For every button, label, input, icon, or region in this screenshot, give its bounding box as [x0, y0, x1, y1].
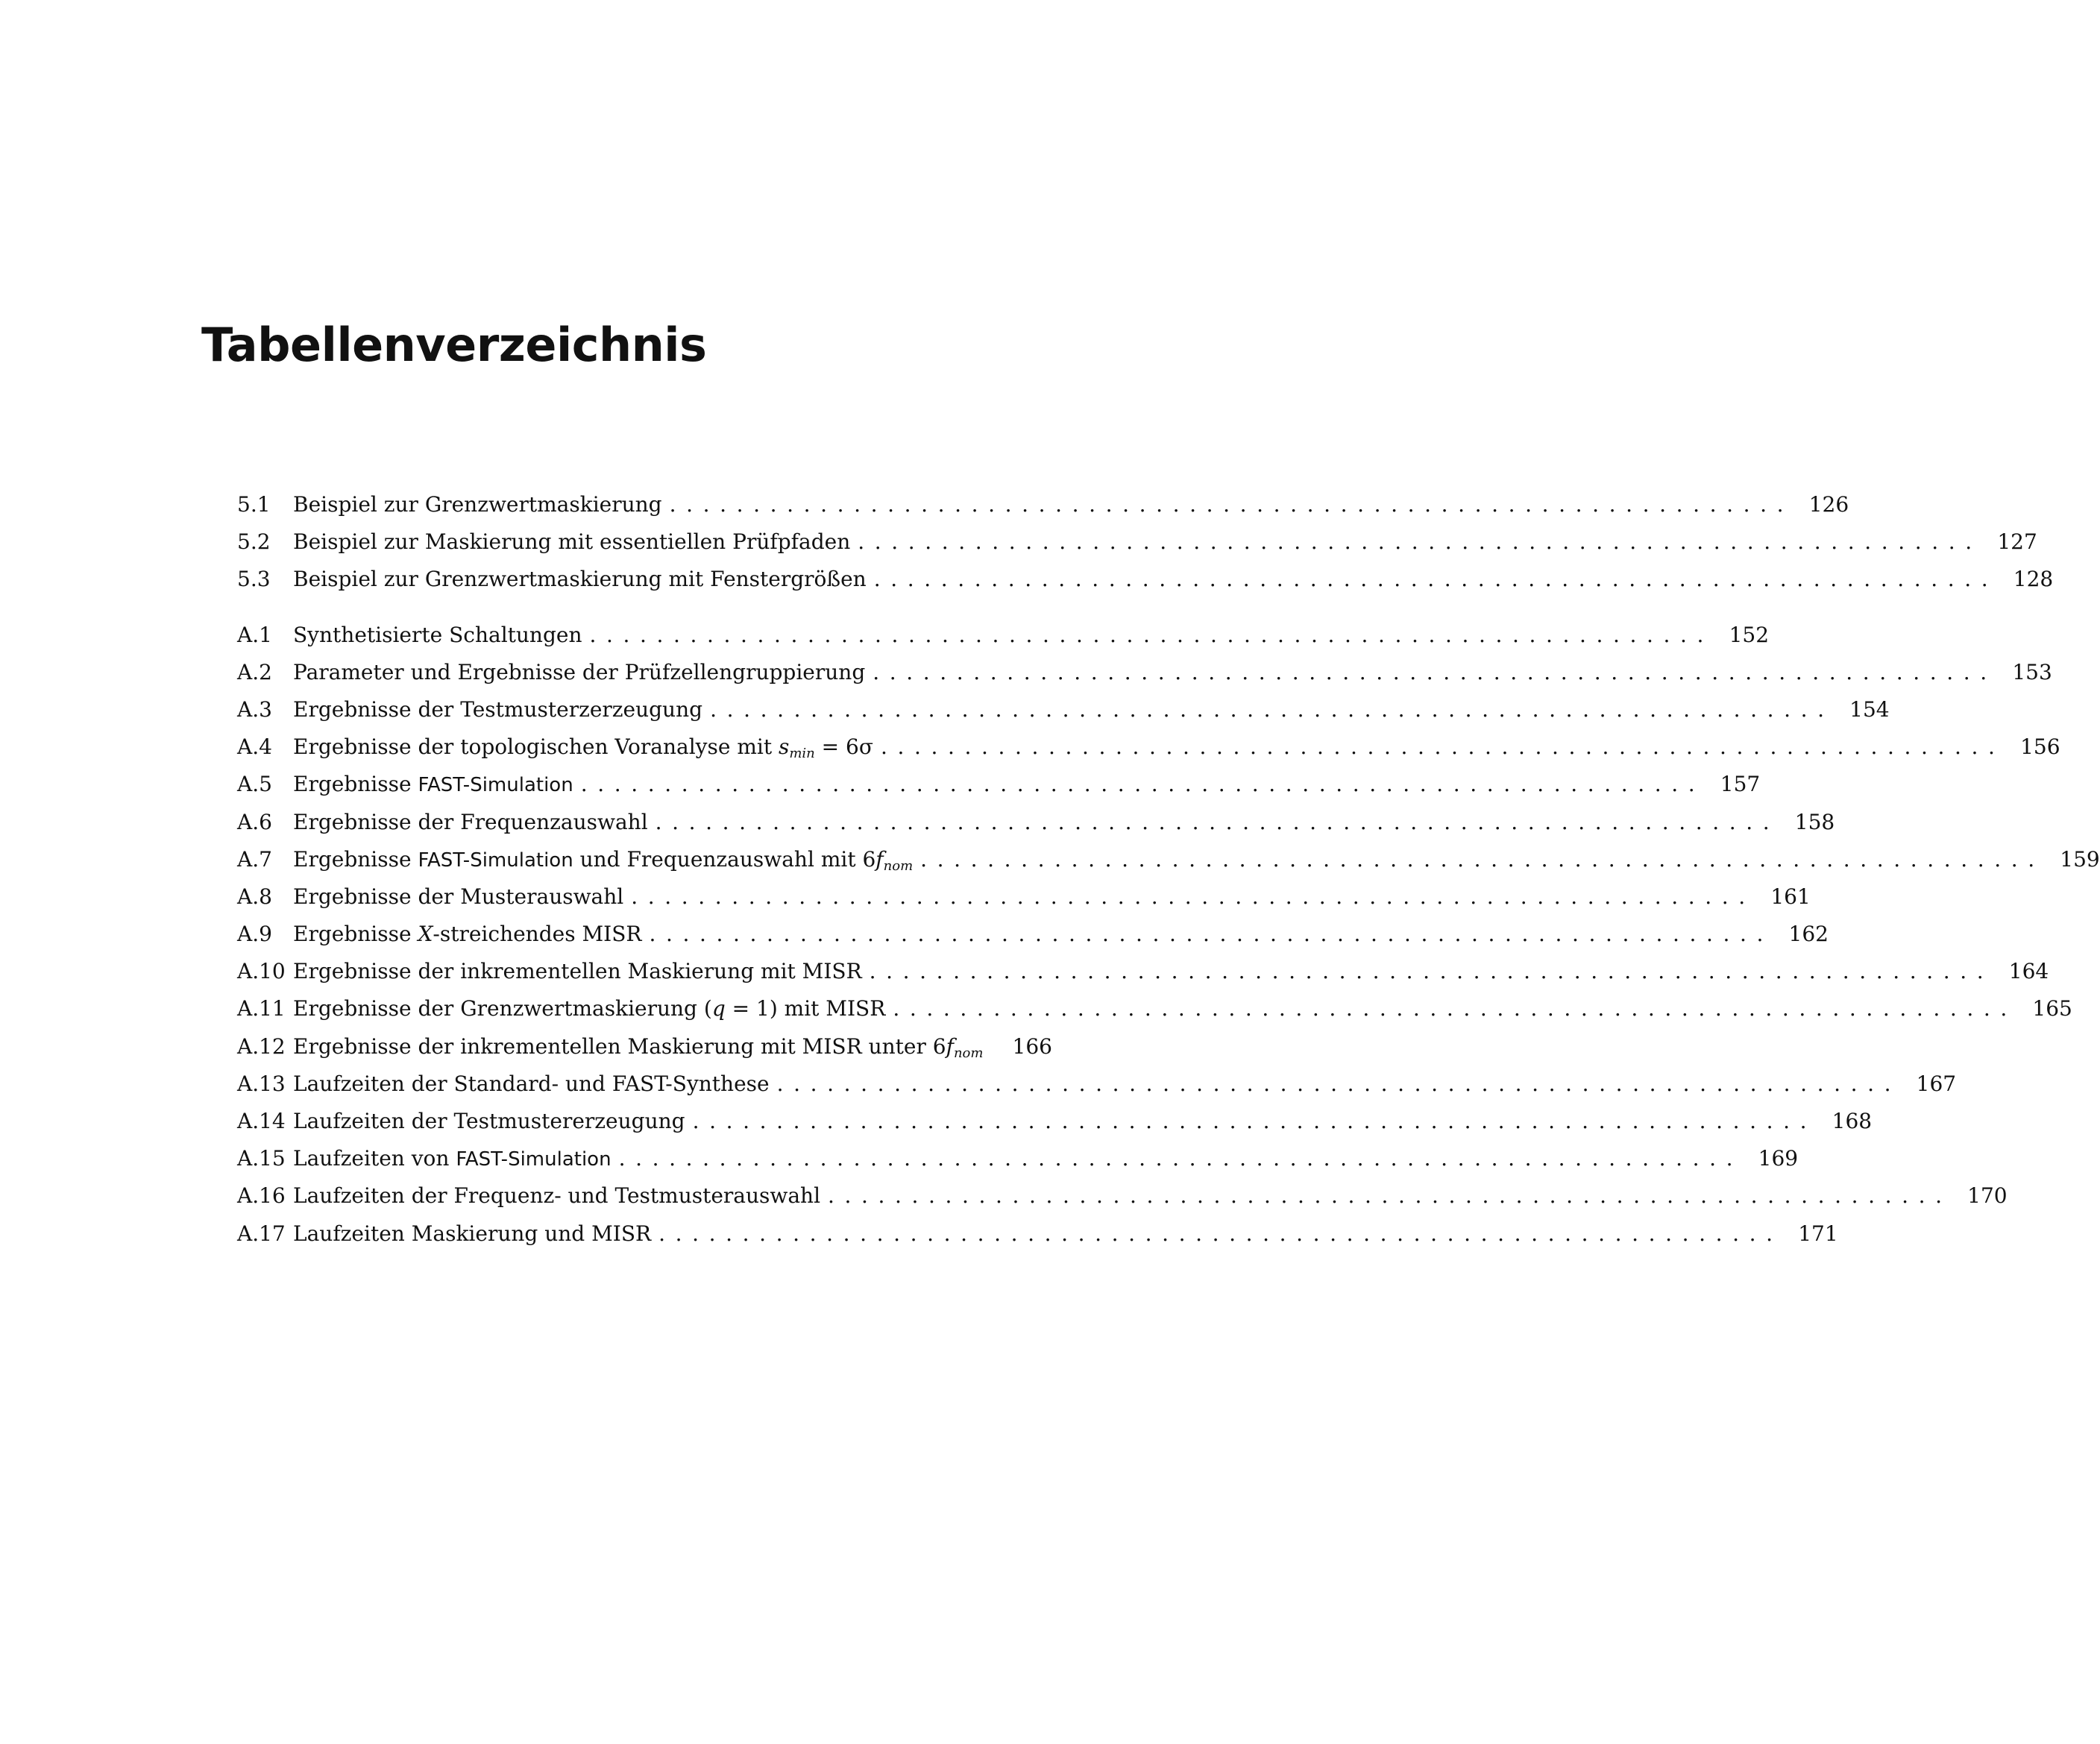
- entry-title-text: Ergebnisse der topologischen Voranalyse mit: [293, 734, 779, 760]
- entry-title: Beispiel zur Grenzwertmaskierung mit Fenstergrößen: [293, 567, 867, 592]
- entry-title: Beispiel zur Grenzwertmaskierung: [293, 492, 662, 517]
- entry-title-text: und Frequenzauswahl mit 6: [573, 846, 876, 872]
- entry-number: A.7: [237, 846, 272, 872]
- math-subscript: nom: [953, 1045, 984, 1061]
- toc-entry[interactable]: [237, 1177, 2008, 1215]
- entry-title-text: Laufzeiten von: [293, 1146, 456, 1171]
- dot-leader: ...................................................................: [710, 696, 1835, 722]
- dot-leader: ...................................................................: [589, 622, 1714, 647]
- entry-number: A.10: [237, 959, 286, 984]
- entry-number: A.1: [237, 622, 272, 647]
- entry-title-text: = 1) mit MISR: [725, 996, 886, 1021]
- dot-leader: ...................................................................: [920, 846, 2045, 872]
- entry-page: 159: [2060, 846, 2100, 872]
- toc-entry[interactable]: [237, 990, 2072, 1027]
- toc-entry[interactable]: [237, 1140, 1799, 1177]
- entry-page: 156: [2020, 734, 2060, 760]
- toc-entry[interactable]: [237, 523, 2037, 561]
- entry-title: Synthetisierte Schaltungen: [293, 622, 582, 647]
- tool-name: FAST-Simulation: [456, 1148, 612, 1171]
- entry-title-text: Ergebnisse der inkrementellen Maskierung mit MISR unter 6: [293, 1033, 946, 1059]
- toc-entry[interactable]: [237, 1065, 1957, 1103]
- entry-number: A.6: [237, 809, 272, 834]
- entry-page: 169: [1758, 1146, 1799, 1171]
- entry-page: 168: [1832, 1109, 1873, 1133]
- toc-entry[interactable]: [237, 1028, 1052, 1065]
- math-subscript: nom: [883, 857, 914, 874]
- dot-leader: ...................................................................: [631, 884, 1755, 909]
- entry-page: 152: [1729, 622, 1770, 647]
- toc-entry[interactable]: [237, 804, 1835, 841]
- dot-leader: ...................................................................: [893, 996, 2017, 1021]
- entry-title: Parameter und Ergebnisse der Prüfzellengruppierung: [293, 659, 866, 684]
- math-variable: f: [875, 846, 884, 872]
- toc-entry[interactable]: [237, 561, 2054, 598]
- dot-leader: ...................................................................: [649, 922, 1773, 947]
- entry-title: [293, 766, 573, 804]
- entry-title-text: Ergebnisse: [293, 846, 418, 872]
- entry-title: [293, 916, 641, 953]
- entry-number: A.9: [237, 922, 272, 947]
- entry-page: 171: [1798, 1221, 1838, 1246]
- entry-title: Beispiel zur Maskierung mit essentiellen Prüfpfaden: [293, 529, 851, 555]
- entry-number: 5.1: [237, 492, 271, 517]
- math-variable: s: [778, 734, 790, 760]
- math-variable: X: [418, 922, 433, 947]
- toc-entry[interactable]: [237, 691, 1890, 728]
- entry-page: 157: [1720, 772, 1761, 797]
- entry-page: 154: [1849, 696, 1890, 722]
- toc-group-appendix: [237, 617, 2100, 1253]
- toc-group-chapter-5: [237, 486, 2054, 599]
- entry-number: A.3: [237, 696, 272, 722]
- toc-entry[interactable]: [237, 617, 1770, 654]
- entry-title-text: Ergebnisse: [293, 772, 418, 797]
- entry-number: A.4: [237, 734, 272, 760]
- toc-entry[interactable]: [237, 766, 1761, 803]
- entry-number: A.2: [237, 659, 272, 684]
- entry-number: A.12: [237, 1033, 286, 1059]
- entry-title: Laufzeiten der Testmustererzeugung: [293, 1109, 685, 1133]
- entry-number: 5.2: [237, 529, 271, 555]
- dot-leader: ...................................................................: [658, 1221, 1783, 1246]
- math-variable: f: [946, 1033, 954, 1059]
- toc-entry[interactable]: [237, 728, 2060, 766]
- entry-title: Laufzeiten der Frequenz- und Testmusterauswahl: [293, 1183, 821, 1209]
- tool-name: FAST-Simulation: [418, 774, 573, 797]
- entry-number: A.11: [237, 996, 286, 1021]
- dot-leader: ...................................................................: [869, 959, 1994, 984]
- dot-leader: ...................................................................: [828, 1183, 1952, 1209]
- entry-page: 166: [1012, 1033, 1052, 1059]
- entry-title-text: Ergebnisse der Grenzwertmaskierung (: [293, 996, 712, 1021]
- table-of-tables: [237, 486, 2100, 1253]
- entry-number: A.14: [237, 1109, 286, 1133]
- entry-title: Ergebnisse der Testmusterzerzeugung: [293, 696, 703, 722]
- math-expression: = 6σ: [814, 734, 873, 760]
- entry-page: 167: [1916, 1071, 1957, 1096]
- entry-title: Laufzeiten Maskierung und MISR: [293, 1221, 652, 1246]
- entry-number: A.5: [237, 772, 272, 797]
- entry-title-text: -streichendes MISR: [433, 922, 642, 947]
- dot-leader: ...................................................................: [873, 567, 1999, 592]
- toc-entry[interactable]: [237, 841, 2100, 878]
- entry-number: A.8: [237, 884, 272, 909]
- dot-leader: ...................................................................: [880, 734, 2005, 760]
- dot-leader: ...................................................................: [873, 659, 1997, 684]
- tool-name: FAST-Simulation: [418, 849, 573, 872]
- toc-entry[interactable]: [237, 953, 2049, 990]
- entry-page: 162: [1788, 922, 1829, 947]
- math-subscript: min: [789, 746, 815, 762]
- dot-leader: ...................................................................: [858, 529, 1982, 555]
- math-variable: q: [711, 996, 726, 1021]
- dot-leader: ...................................................................: [580, 772, 1706, 797]
- entry-number: 5.3: [237, 567, 271, 592]
- entry-title: [293, 990, 885, 1027]
- dot-leader: ...................................................................: [692, 1109, 1817, 1133]
- entry-title: Ergebnisse der Frequenzauswahl: [293, 809, 648, 834]
- entry-number: A.15: [237, 1146, 286, 1171]
- dot-leader: ...................................................................: [618, 1146, 1744, 1171]
- entry-page: 153: [2012, 659, 2052, 684]
- toc-entry[interactable]: [237, 1215, 1838, 1253]
- dot-leader: ...................................................................: [776, 1071, 1902, 1096]
- entry-page: 170: [1967, 1183, 2008, 1209]
- toc-entry[interactable]: [237, 1103, 1873, 1140]
- dot-leader: ...................................................................: [655, 809, 1780, 834]
- entry-page: 127: [1997, 529, 2037, 555]
- toc-entry[interactable]: [237, 916, 1829, 953]
- entry-page: 161: [1770, 884, 1811, 909]
- entry-title-text: Ergebnisse: [293, 922, 418, 947]
- entry-page: 158: [1794, 809, 1835, 834]
- entry-title: Ergebnisse der inkrementellen Maskierung mit MISR: [293, 959, 862, 984]
- dot-leader: ...................................................................: [669, 492, 1794, 517]
- page-title: Tabellenverzeichnis: [201, 318, 707, 372]
- entry-number: A.13: [237, 1071, 286, 1096]
- entry-page: 165: [2032, 996, 2072, 1021]
- toc-entry[interactable]: [237, 486, 1849, 523]
- toc-entry[interactable]: [237, 878, 1811, 916]
- entry-page: 128: [2013, 567, 2054, 592]
- entry-title: Laufzeiten der Standard- und FAST-Synthese: [293, 1071, 770, 1096]
- entry-page: 164: [2008, 959, 2049, 984]
- entry-title: Ergebnisse der Musterauswahl: [293, 884, 624, 909]
- entry-page: 126: [1808, 492, 1849, 517]
- toc-entry[interactable]: [237, 654, 2052, 691]
- entry-number: A.17: [237, 1221, 286, 1246]
- entry-title: [293, 1140, 612, 1178]
- entry-number: A.16: [237, 1183, 286, 1209]
